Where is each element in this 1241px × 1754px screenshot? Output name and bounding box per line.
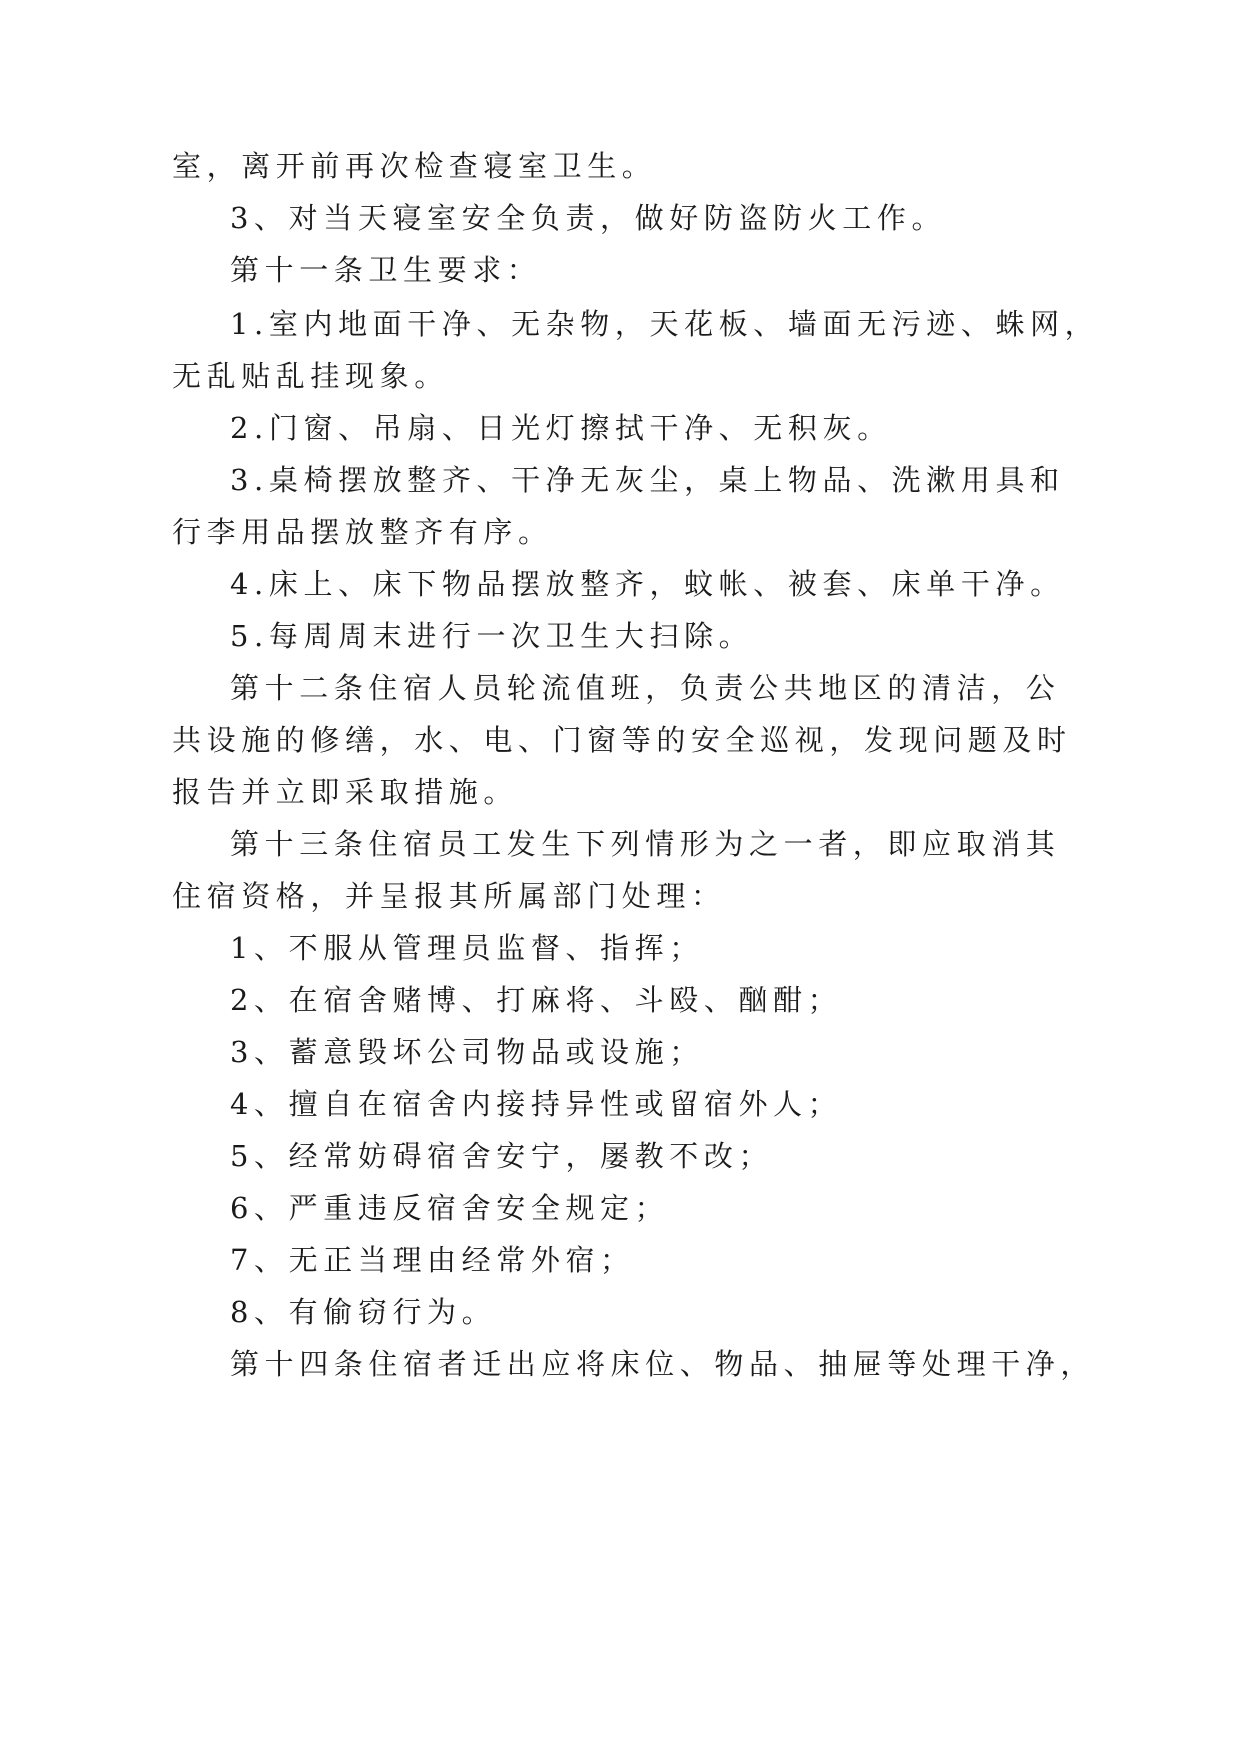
text-line: 1.室内地面干净、无杂物，天花板、墙面无污迹、蛛网，: [230, 307, 1100, 341]
text-line: 2.门窗、吊扇、日光灯擦拭干净、无积灰。: [230, 411, 892, 445]
text-line: 6、严重违反宿舍安全规定；: [230, 1191, 670, 1225]
text-line: 第十一条卫生要求：: [230, 253, 542, 287]
text-line: 第十四条住宿者迁出应将床位、物品、抽屉等处理干净，: [230, 1347, 1096, 1381]
text-line: 无乱贴乱挂现象。: [172, 359, 449, 393]
text-line: 8、有偷窃行为。: [230, 1295, 497, 1329]
text-line: 行李用品摆放整齐有序。: [172, 515, 553, 549]
text-line: 3.桌椅摆放整齐、干净无灰尘，桌上物品、洗漱用具和: [230, 463, 1065, 497]
text-line: 住宿资格，并呈报其所属部门处理：: [172, 879, 726, 913]
text-line: 共设施的修缮，水、电、门窗等的安全巡视，发现问题及时: [172, 723, 1072, 757]
text-line: 1、不服从管理员监督、指挥；: [230, 931, 704, 965]
text-line: 5、经常妨碍宿舍安宁，屡教不改；: [230, 1139, 774, 1173]
text-line: 第十二条住宿人员轮流值班，负责公共地区的清洁，公: [230, 671, 1061, 705]
text-line: 4、擅自在宿舍内接持异性或留宿外人；: [230, 1087, 843, 1121]
text-line: 3、蓄意毁坏公司物品或设施；: [230, 1035, 704, 1069]
text-line: 报告并立即采取措施。: [172, 775, 519, 809]
text-line: 第十三条住宿员工发生下列情形为之一者，即应取消其: [230, 827, 1061, 861]
text-line: 2、在宿舍赌博、打麻将、斗殴、酗酣；: [230, 983, 843, 1017]
text-line: 4.床上、床下物品摆放整齐，蚊帐、被套、床单干净。: [230, 567, 1065, 601]
text-line: 5.每周周末进行一次卫生大扫除。: [230, 619, 754, 653]
text-line: 室，离开前再次检查寝室卫生。: [172, 149, 657, 183]
text-line: 7、无正当理由经常外宿；: [230, 1243, 635, 1277]
text-line: 3、对当天寝室安全负责，做好防盗防火工作。: [230, 201, 947, 235]
